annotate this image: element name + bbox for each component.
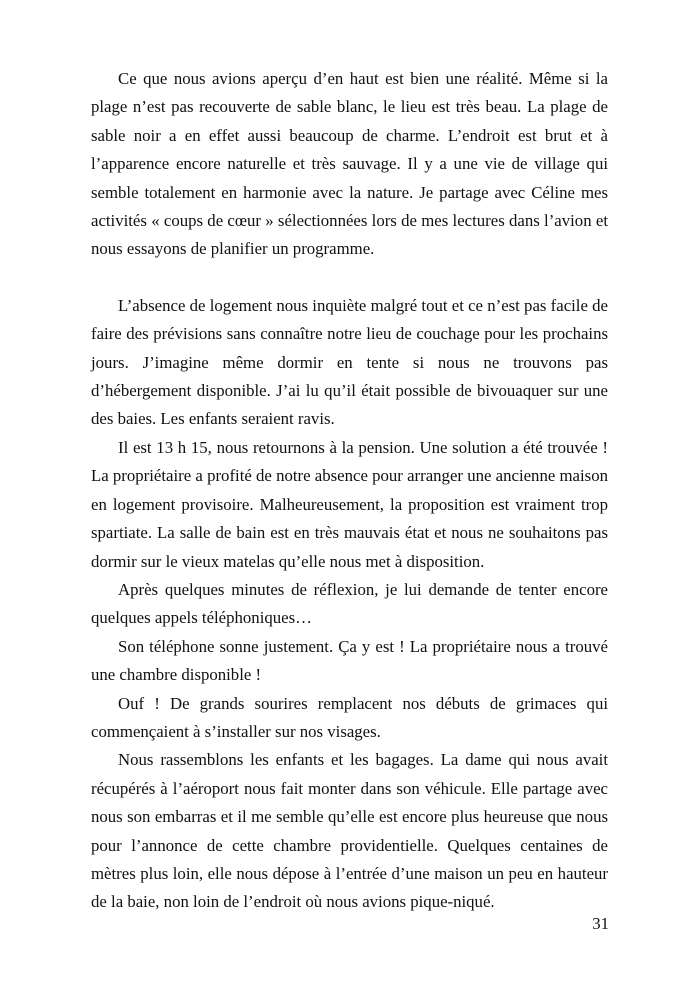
page-number: 31 xyxy=(592,914,609,933)
paragraph-2: L’absence de logement nous inquiète malgré tout et ce n’est pas facile de faire des prévisions sans connaître notre lieu de couchage pour les prochains jours. J’imagine même dormir en tente si nous ne trouvons pas d’hébergement disponible. J’ai lu qu’il était possible de bivouaquer sur une des baies. Les enfants seraient ravis. xyxy=(91,295,608,429)
body-text xyxy=(91,65,608,917)
paragraph-3: Il est 13 h 15, nous retournons à la pension. Une solution a été trouvée ! La propriétaire a profité de notre absence pour arranger une ancienne maison en logement provisoire. Malheureusement, la proposition est vraiment trop spartiate. La salle de bain est en très mauvais état et nous ne souhaitons pas dormir sur le vieux matelas qu’elle nous met à disposition. xyxy=(91,437,608,571)
paragraph-7: Nous rassemblons les enfants et les bagages. La dame qui nous avait récupérés à l’aéroport nous fait monter dans son véhicule. Elle partage avec nous son embarras et il me semble qu’elle est encore plus heureuse que nous pour l’annonce de cette chambre providentielle. Quelques centaines de mètres plus loin, elle nous dépose à l’entrée d’une maison un peu en hauteur de la baie, non loin de l’endroit où nous avions pique-niqué. xyxy=(91,750,608,912)
paragraph-5: Son téléphone sonne justement. Ça y est ! La propriétaire nous a trouvé une chambre disponible ! xyxy=(91,636,608,685)
paragraph-4: Après quelques minutes de réflexion, je lui demande de tenter encore quelques appels téléphoniques… xyxy=(91,579,608,628)
paragraph-6: Ouf ! De grands sourires remplacent nos débuts de grimaces qui commençaient à s’installer sur nos visages. xyxy=(91,693,608,741)
paragraph-1: Ce que nous avions aperçu d’en haut est bien une réalité. Même si la plage n’est pas recouverte de sable blanc, le lieu est très beau. La plage de sable noir a en effet aussi beaucoup de charme. L’endroit est brut et à l’apparence encore naturelle et très sauvage. Il y a une vie de village qui semble totalement en harmonie avec la nature. Je partage avec Céline mes activités « coups de cœur » sélectionnées lors de mes lectures dans l’avion et nous essayons de planifier un programme. xyxy=(91,69,608,259)
